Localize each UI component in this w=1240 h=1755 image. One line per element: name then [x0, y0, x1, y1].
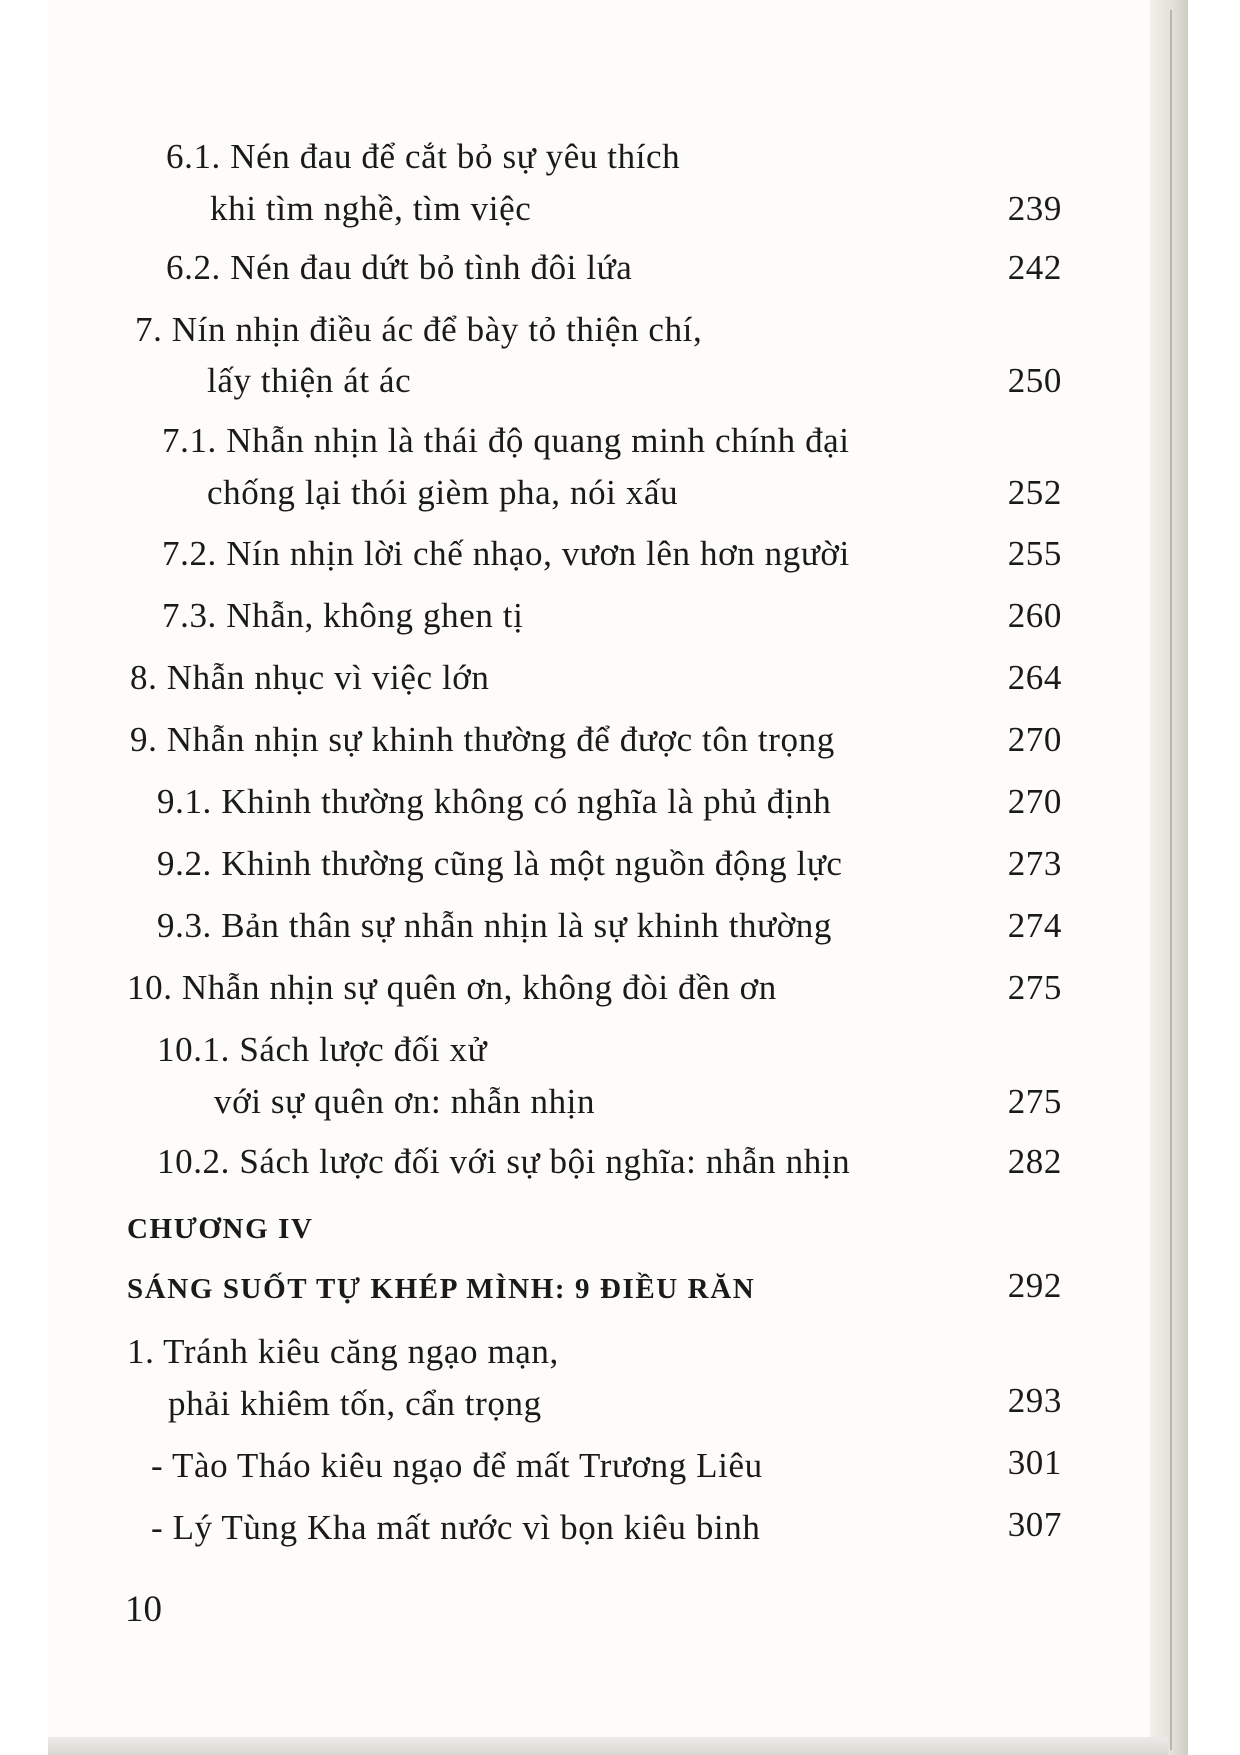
toc-entry-7-line-1: 7. Nín nhịn điều ác để bày tỏ thiện chí,: [135, 310, 703, 349]
toc-page-number: 252: [1007, 473, 1062, 512]
toc-page-number: 255: [1007, 534, 1062, 573]
chapter-heading: CHƯƠNG IV: [127, 1213, 314, 1245]
toc-entry-9-1: 9.1. Khinh thường không có nghĩa là phủ định: [157, 782, 832, 821]
toc-page-number: 242: [1007, 248, 1062, 287]
toc-entry-9: 9. Nhẫn nhịn sự khinh thường để được tôn trọng: [130, 720, 835, 759]
toc-page-number: 307: [1007, 1505, 1062, 1544]
toc-entry-7-2: 7.2. Nín nhịn lời chế nhạo, vươn lên hơn người: [162, 534, 850, 573]
toc-page-number: 260: [1007, 596, 1062, 635]
toc-page-number: 275: [1007, 968, 1062, 1007]
toc-page-number: 250: [1007, 361, 1062, 400]
toc-entry-1-line-1: 1. Tránh kiêu căng ngạo mạn,: [127, 1332, 559, 1371]
toc-page-number: 301: [1007, 1443, 1062, 1482]
toc-entry-9-2: 9.2. Khinh thường cũng là một nguồn động lực: [157, 844, 843, 883]
toc-entry-10-1-line-2: với sự quên ơn: nhẫn nhịn: [214, 1082, 596, 1121]
toc-entry-8: 8. Nhẫn nhục vì việc lớn: [130, 658, 490, 697]
toc-entry-7-line-2: lấy thiện át ác: [207, 361, 412, 400]
toc-entry-6-1-line-2: khi tìm nghề, tìm việc: [210, 189, 532, 228]
toc-entry-ly-tung-kha: - Lý Tùng Kha mất nước vì bọn kiêu binh: [151, 1508, 761, 1547]
toc-page-number: 270: [1007, 720, 1062, 759]
toc-page-number: 239: [1007, 189, 1062, 228]
toc-entry-10: 10. Nhẫn nhịn sự quên ơn, không đòi đền ơn: [127, 968, 777, 1007]
toc-page-number: 273: [1007, 844, 1062, 883]
toc-entry-1-line-2: phải khiêm tốn, cẩn trọng: [168, 1384, 542, 1423]
toc-page-number: 270: [1007, 782, 1062, 821]
page-number-footer: 10: [125, 1589, 162, 1630]
toc-page-number: 274: [1007, 906, 1062, 945]
toc-entry-tao-thao: - Tào Tháo kiêu ngạo để mất Trương Liêu: [151, 1446, 763, 1485]
toc-entry-6-1-line-1: 6.1. Nén đau để cắt bỏ sự yêu thích: [166, 137, 681, 176]
chapter-title: SÁNG SUỐT TỰ KHÉP MÌNH: 9 ĐIỀU RĂN: [127, 1273, 756, 1305]
toc-page-number: 264: [1007, 658, 1062, 697]
toc-page-number: 282: [1007, 1142, 1062, 1181]
toc-entry-9-3: 9.3. Bản thân sự nhẫn nhịn là sự khinh thường: [157, 906, 833, 945]
toc-page-number: 275: [1007, 1082, 1062, 1121]
toc-entry-7-1-line-2: chống lại thói gièm pha, nói xấu: [207, 473, 679, 512]
toc-entry-6-2: 6.2. Nén đau dứt bỏ tình đôi lứa: [166, 248, 633, 287]
toc-entry-10-2: 10.2. Sách lược đối với sự bội nghĩa: nhẫn nhịn: [157, 1142, 851, 1181]
toc-page-number: 293: [1007, 1381, 1062, 1420]
toc-page-number: 292: [1007, 1266, 1062, 1305]
toc-entry-7-1-line-1: 7.1. Nhẫn nhịn là thái độ quang minh chính đại: [162, 421, 850, 460]
toc-entry-10-1-line-1: 10.1. Sách lược đối xử: [157, 1030, 488, 1069]
toc-entry-7-3: 7.3. Nhẫn, không ghen tị: [162, 596, 524, 635]
